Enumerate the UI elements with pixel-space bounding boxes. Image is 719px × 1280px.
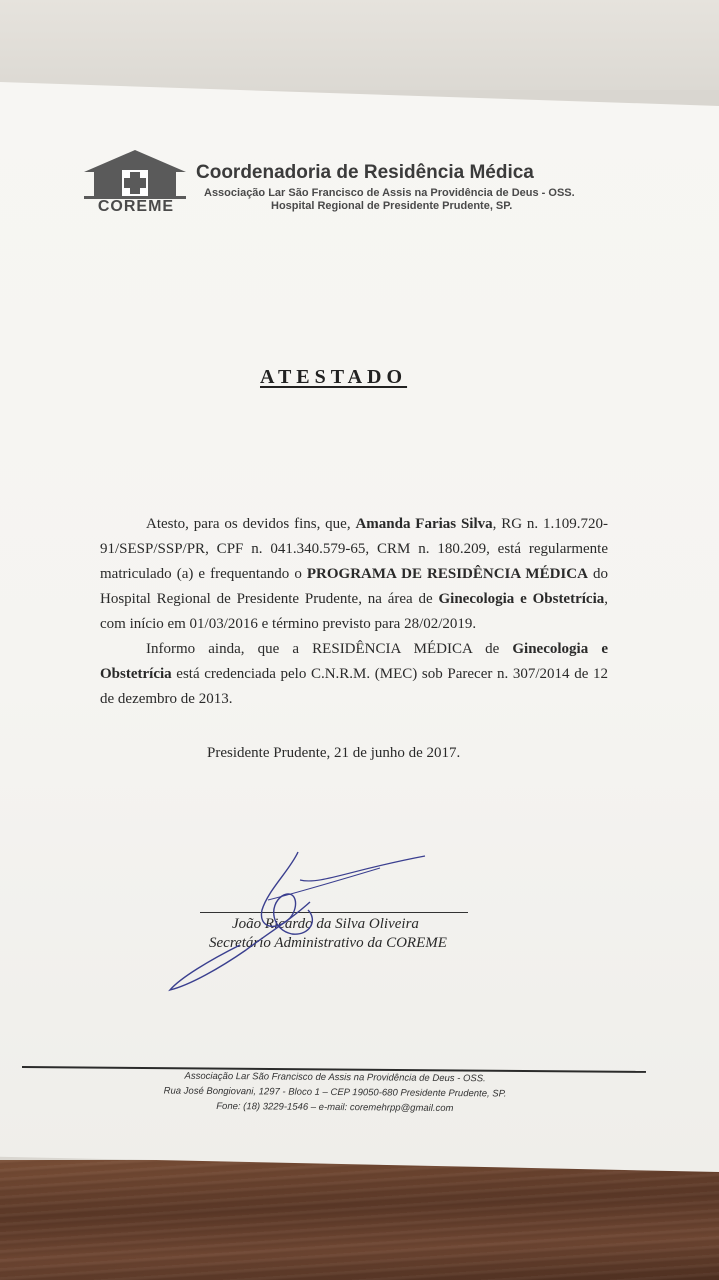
- footer-address: Rua José Bongiovani, 1297 - Bloco 1 – CEP 19050-680 Presidente Prudente, SP.: [163, 1085, 507, 1100]
- logo-text: COREME: [97, 198, 175, 215]
- text-segment: está credenciada pelo C.N.R.M. (MEC) sob Parecer n. 307/2014 de 12 de dezembro de 2013.: [100, 666, 608, 707]
- footer-contact: Fone: (18) 3229-1546 – e-mail: coremehrpp@gmail.com: [216, 1100, 454, 1115]
- document-body: [100, 512, 608, 712]
- text-segment: Informo ainda, que a RESIDÊNCIA MÉDICA de: [146, 641, 513, 657]
- paragraph-attestation: [100, 512, 608, 637]
- background-wall: [0, 0, 719, 90]
- place-date: Presidente Prudente, 21 de junho de 2017.: [207, 745, 461, 761]
- handwritten-signature-icon: [150, 840, 440, 1000]
- signer-role: Secretário Administrativo da COREME: [209, 935, 447, 951]
- header-title: Coordenadoria de Residência Médica: [196, 162, 534, 183]
- header-subtitle-association: Associação Lar São Francisco de Assis na Providência de Deus - OSS.: [204, 187, 575, 199]
- text-segment: do Hospital Regional de Presidente Prudente, na área de: [100, 566, 608, 607]
- text-segment: , com início em 01/03/2016 e término previsto para 28/02/2019.: [100, 591, 608, 632]
- footer: [150, 1068, 520, 1116]
- program-name: PROGRAMA DE RESIDÊNCIA MÉDICA: [306, 566, 588, 582]
- text-segment: Atesto, para os devidos fins, que,: [146, 516, 356, 532]
- footer-association: Associação Lar São Francisco de Assis na Providência de Deus - OSS.: [184, 1070, 486, 1085]
- document-title: ATESTADO: [260, 366, 408, 388]
- specialty-area: Ginecologia e Obstetrícia: [438, 591, 605, 607]
- specialty-area: Ginecologia e Obstetrícia: [100, 641, 608, 682]
- resident-name: Amanda Farias Silva: [355, 516, 493, 532]
- wood-grain: [0, 1160, 719, 1280]
- text-segment: , RG n. 1.109.720-91/SESP/SSP/PR, CPF n. 041.340.579-65, CRM n. 180.209, está regularmente matriculado (a) e frequentando o: [100, 516, 608, 582]
- paragraph-accreditation: [100, 637, 608, 712]
- header-subtitle-hospital: Hospital Regional de Presidente Prudente, SP.: [271, 200, 513, 212]
- signer-name: João Ricardo da Silva Oliveira: [232, 916, 419, 932]
